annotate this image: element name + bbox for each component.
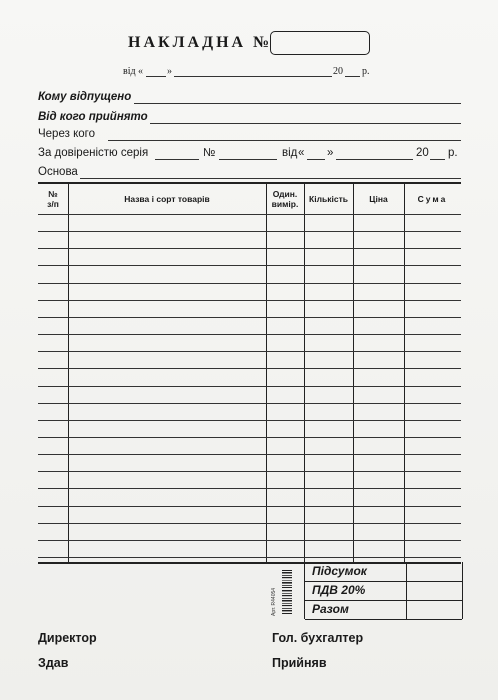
article-number: Арт. R44054 [271,587,277,616]
proxy-month-line[interactable] [336,159,413,160]
proxy-number-line[interactable] [219,159,277,160]
header-unit [266,184,304,214]
table-row-line [38,420,461,421]
director-signature-label: Директор [38,631,97,645]
table-row-line [38,351,461,352]
chief-accountant-signature-label: Гол. бухгалтер [272,631,364,645]
basis-label: Основа [38,166,78,178]
barcode-icon [272,568,294,616]
table-row-line [38,368,461,369]
proxy-year-suffix: р. [448,147,458,159]
date-day-line[interactable] [146,76,166,77]
header-quantity: Кількість [309,194,348,204]
proxy-close-quote: » [327,147,334,159]
table-row-line [38,317,461,318]
goods-table [38,182,461,564]
date-year-prefix: 20 [333,66,343,77]
totals-block [304,562,463,619]
date-from-label: від [123,66,136,77]
vat-label: ПДВ 20% [312,583,366,597]
form-title: НАКЛАДНА № [128,34,273,51]
date-year-line[interactable] [345,76,360,77]
header-unit-line2: вимір. [271,199,299,209]
date-close-quote: » [167,66,172,77]
table-row-line [38,557,461,558]
table-row-line [38,403,461,404]
proxy-day-line[interactable] [307,159,325,160]
table-row-line [38,471,461,472]
table-row-line [38,488,461,489]
subtotal-row [305,562,462,582]
subtotal-value-cell[interactable] [406,562,407,581]
header-number-line1: № [48,189,58,199]
table-row-line [38,231,461,232]
date-open-quote: « [138,66,143,77]
table-row-line [38,454,461,455]
via-label: Через кого [38,128,95,140]
table-row-line [38,523,461,524]
table-row-line [38,214,461,215]
header-goods-name: Назва і сорт товарів [124,194,210,204]
proxy-open-quote: « [298,147,305,159]
handed-signature-label: Здав [38,656,69,670]
table-row-line [38,265,461,266]
proxy-year-prefix: 20 [416,147,429,159]
header-number-line2: з/п [47,199,59,209]
invoice-number-field[interactable] [270,31,370,55]
recipient-label: Кому відпущено [38,91,132,103]
proxy-date-label: від [282,147,298,159]
sender-label: Від кого прийнято [38,111,148,123]
table-row-line [38,540,461,541]
basis-line[interactable] [80,178,461,179]
proxy-number-label: № [203,147,216,159]
date-year-suffix: р. [362,66,370,77]
total-label: Разом [312,602,349,616]
sender-line[interactable] [150,123,461,124]
total-row [305,600,462,620]
table-row-line [38,300,461,301]
recipient-line[interactable] [134,103,461,104]
header-price: Ціна [369,194,388,204]
proxy-year-line[interactable] [430,159,445,160]
received-signature-label: Прийняв [272,656,327,670]
table-row-line [38,283,461,284]
header-number [38,184,68,214]
proxy-label: За довіреністю серія [38,147,149,159]
table-row-line [38,386,461,387]
proxy-series-line[interactable] [155,159,199,160]
vat-value-cell[interactable] [406,581,407,600]
date-month-line[interactable] [174,76,332,77]
table-row-line [38,248,461,249]
table-row-line [38,334,461,335]
header-unit-line1: Один. [272,189,298,199]
via-line[interactable] [108,140,461,141]
subtotal-label: Підсумок [312,564,367,578]
table-row-line [38,437,461,438]
vat-row [305,581,462,601]
header-sum: Сума [417,194,448,204]
table-row-line [38,506,461,507]
total-value-cell[interactable] [406,600,407,619]
